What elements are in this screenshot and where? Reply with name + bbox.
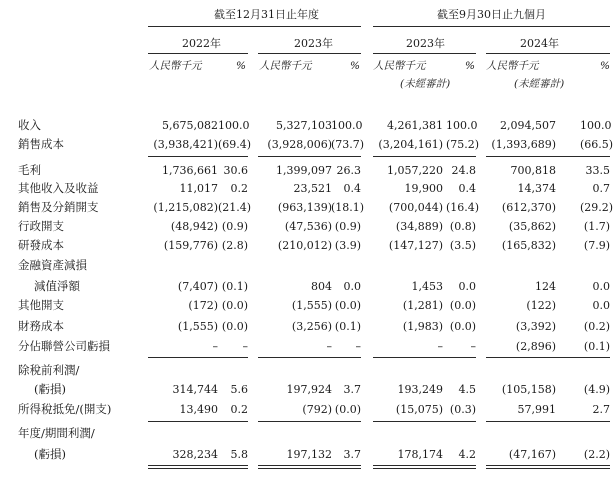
unit-header: 人民幣千元 bbox=[149, 60, 202, 72]
row-label: 金融資產減損 bbox=[18, 258, 87, 272]
year-rule bbox=[148, 53, 248, 54]
percent-cell: – bbox=[242, 340, 248, 353]
year-header: 2022年 bbox=[182, 37, 221, 50]
amount-cell: (792) bbox=[302, 403, 332, 416]
amount-cell: 4,261,381 bbox=[387, 119, 443, 132]
amount-cell: (172) bbox=[188, 299, 218, 312]
row-label: 研發成本 bbox=[18, 238, 64, 252]
year-rule bbox=[486, 53, 610, 54]
percent-cell: (2.8) bbox=[221, 239, 248, 252]
amount-cell: 57,991 bbox=[517, 403, 556, 416]
percent-cell: (0.0) bbox=[334, 299, 361, 312]
row-label: 除稅前利潤/ bbox=[18, 363, 80, 377]
amount-cell: (210,012) bbox=[277, 239, 332, 252]
subtotal-rule bbox=[258, 421, 361, 422]
amount-cell: 804 bbox=[311, 280, 332, 293]
percent-cell: 30.6 bbox=[223, 164, 248, 177]
row-label: 所得稅抵免/(開支) bbox=[18, 402, 112, 416]
percent-cell: (3.9) bbox=[334, 239, 361, 252]
percent-cell: (1.7) bbox=[583, 220, 610, 233]
row-label: 年度/期間利潤/ bbox=[18, 426, 95, 440]
unaudited-note: (未經審計) bbox=[400, 78, 451, 90]
percent-cell: 0.0 bbox=[343, 280, 361, 293]
amount-cell: 23,521 bbox=[293, 182, 332, 195]
percent-cell: 0.0 bbox=[458, 280, 476, 293]
percent-cell: 5.8 bbox=[230, 448, 248, 461]
amount-cell: – bbox=[326, 340, 332, 353]
row-label: 銷售成本 bbox=[18, 137, 64, 151]
percent-cell: (0.9) bbox=[334, 220, 361, 233]
subtotal-rule bbox=[373, 357, 476, 358]
subtotal-rule bbox=[373, 421, 476, 422]
amount-cell: (147,127) bbox=[388, 239, 443, 252]
amount-cell: 5,327,103 bbox=[276, 119, 332, 132]
percent-cell: (0.0) bbox=[449, 320, 476, 333]
percent-header: % bbox=[600, 60, 610, 72]
percent-cell: 0.0 bbox=[592, 299, 610, 312]
percent-cell: (0.0) bbox=[449, 299, 476, 312]
amount-cell: (700,044) bbox=[388, 201, 443, 214]
subtotal-rule bbox=[258, 357, 361, 358]
year-header: 2023年 bbox=[406, 37, 445, 50]
amount-cell: 700,818 bbox=[510, 164, 556, 177]
percent-cell: 0.7 bbox=[592, 182, 610, 195]
percent-cell: (21.4) bbox=[218, 201, 252, 214]
amount-cell: (105,158) bbox=[501, 383, 556, 396]
percent-cell: – bbox=[355, 340, 361, 353]
percent-cell: (29.2) bbox=[580, 201, 614, 214]
subtotal-rule bbox=[373, 156, 476, 157]
subtotal-rule bbox=[486, 156, 610, 157]
percent-header: % bbox=[236, 60, 246, 72]
percent-cell: (69.4) bbox=[218, 138, 252, 151]
row-label: 銷售及分銷開支 bbox=[18, 200, 99, 214]
amount-cell: (1,393,689) bbox=[491, 138, 556, 151]
amount-cell: (3,204,161) bbox=[378, 138, 443, 151]
percent-header: % bbox=[465, 60, 475, 72]
amount-cell: 5,675,082 bbox=[162, 119, 218, 132]
amount-cell: (3,938,421) bbox=[153, 138, 218, 151]
amount-cell: (3,928,006) bbox=[267, 138, 332, 151]
amount-cell: (7,407) bbox=[177, 280, 218, 293]
amount-cell: (122) bbox=[526, 299, 556, 312]
amount-cell: 1,399,097 bbox=[276, 164, 332, 177]
header-rule bbox=[373, 26, 610, 27]
row-label: (虧損) bbox=[34, 382, 66, 396]
percent-cell: (4.9) bbox=[583, 383, 610, 396]
percent-cell: 100.0 bbox=[331, 119, 363, 132]
percent-cell: 5.6 bbox=[230, 383, 248, 396]
amount-cell: 197,924 bbox=[286, 383, 332, 396]
amount-cell: 193,249 bbox=[397, 383, 443, 396]
total-double-rule bbox=[373, 465, 476, 466]
total-double-rule bbox=[258, 468, 361, 469]
amount-cell: 11,017 bbox=[179, 182, 218, 195]
row-label: 分佔聯營公司虧損 bbox=[18, 339, 110, 353]
row-label: 毛利 bbox=[18, 163, 41, 177]
percent-cell: (0.1) bbox=[221, 280, 248, 293]
row-label: (虧損) bbox=[34, 447, 66, 461]
total-double-rule bbox=[486, 465, 610, 466]
amount-cell: (1,555) bbox=[177, 320, 218, 333]
subtotal-rule bbox=[486, 357, 610, 358]
amount-cell: (47,167) bbox=[508, 448, 556, 461]
amount-cell: – bbox=[212, 340, 218, 353]
amount-cell: (1,215,082) bbox=[153, 201, 218, 214]
percent-cell: 2.7 bbox=[592, 403, 610, 416]
percent-cell: (0.2) bbox=[583, 320, 610, 333]
row-label: 其他開支 bbox=[18, 298, 64, 312]
percent-cell: 0.4 bbox=[343, 182, 361, 195]
amount-cell: (1,555) bbox=[291, 299, 332, 312]
amount-cell: (165,832) bbox=[501, 239, 556, 252]
percent-cell: 3.7 bbox=[343, 383, 361, 396]
total-double-rule bbox=[486, 468, 610, 469]
amount-cell: (159,776) bbox=[163, 239, 218, 252]
row-label: 收入 bbox=[18, 118, 41, 132]
amount-cell: (15,075) bbox=[395, 403, 443, 416]
percent-cell: (0.9) bbox=[221, 220, 248, 233]
percent-cell: 24.8 bbox=[451, 164, 476, 177]
amount-cell: (34,889) bbox=[395, 220, 443, 233]
percent-cell: (16.4) bbox=[446, 201, 480, 214]
total-double-rule bbox=[373, 468, 476, 469]
amount-cell: (612,370) bbox=[501, 201, 556, 214]
year-header: 2024年 bbox=[520, 37, 559, 50]
percent-cell: 0.2 bbox=[230, 182, 248, 195]
percent-cell: (7.9) bbox=[583, 239, 610, 252]
amount-cell: 1,736,661 bbox=[162, 164, 218, 177]
year-rule bbox=[373, 53, 476, 54]
amount-cell: 197,132 bbox=[286, 448, 332, 461]
unit-header: 人民幣千元 bbox=[259, 60, 312, 72]
percent-cell: 0.0 bbox=[592, 280, 610, 293]
percent-cell: (0.0) bbox=[221, 299, 248, 312]
year-rule bbox=[258, 53, 361, 54]
percent-cell: (0.0) bbox=[221, 320, 248, 333]
subtotal-rule bbox=[148, 357, 248, 358]
amount-cell: (1,983) bbox=[402, 320, 443, 333]
amount-cell: (3,256) bbox=[291, 320, 332, 333]
percent-cell: (18.1) bbox=[331, 201, 365, 214]
amount-cell: (963,139) bbox=[277, 201, 332, 214]
amount-cell: 124 bbox=[535, 280, 556, 293]
percent-cell: (2.2) bbox=[583, 448, 610, 461]
unit-header: 人民幣千元 bbox=[373, 60, 426, 72]
percent-cell: (75.2) bbox=[446, 138, 480, 151]
amount-cell: (1,281) bbox=[402, 299, 443, 312]
percent-cell: (0.8) bbox=[449, 220, 476, 233]
amount-cell: 2,094,507 bbox=[500, 119, 556, 132]
subtotal-rule bbox=[486, 421, 610, 422]
percent-cell: 0.4 bbox=[458, 182, 476, 195]
total-double-rule bbox=[148, 465, 248, 466]
period-header-nine-months: 截至9月30日止九個月 bbox=[437, 8, 546, 21]
year-header: 2023年 bbox=[294, 37, 333, 50]
amount-cell: 14,374 bbox=[517, 182, 556, 195]
amount-cell: 13,490 bbox=[179, 403, 218, 416]
percent-cell: (66.5) bbox=[580, 138, 614, 151]
header-rule bbox=[148, 26, 361, 27]
percent-cell: – bbox=[470, 340, 476, 353]
total-double-rule bbox=[258, 465, 361, 466]
period-header-full-year: 截至12月31日止年度 bbox=[214, 8, 319, 21]
percent-cell: (0.0) bbox=[334, 403, 361, 416]
percent-cell: 33.5 bbox=[585, 164, 610, 177]
percent-cell: (73.7) bbox=[331, 138, 365, 151]
percent-cell: 26.3 bbox=[336, 164, 361, 177]
percent-cell: (0.1) bbox=[334, 320, 361, 333]
unaudited-note: (未經審計) bbox=[514, 78, 565, 90]
amount-cell: (35,862) bbox=[508, 220, 556, 233]
subtotal-rule bbox=[258, 156, 361, 157]
percent-cell: 0.2 bbox=[230, 403, 248, 416]
percent-cell: 100.0 bbox=[218, 119, 250, 132]
amount-cell: (47,536) bbox=[284, 220, 332, 233]
percent-cell: (3.5) bbox=[449, 239, 476, 252]
amount-cell: 328,234 bbox=[172, 448, 218, 461]
amount-cell: 314,744 bbox=[172, 383, 218, 396]
row-label: 減值淨額 bbox=[34, 279, 80, 293]
unit-header: 人民幣千元 bbox=[486, 60, 539, 72]
percent-cell: (0.1) bbox=[583, 340, 610, 353]
amount-cell: (48,942) bbox=[170, 220, 218, 233]
percent-cell: 100.0 bbox=[580, 119, 612, 132]
row-label: 其他收入及收益 bbox=[18, 181, 99, 195]
amount-cell: (3,392) bbox=[515, 320, 556, 333]
percent-cell: 4.5 bbox=[458, 383, 476, 396]
amount-cell: (2,896) bbox=[515, 340, 556, 353]
subtotal-rule bbox=[148, 156, 248, 157]
amount-cell: 1,057,220 bbox=[387, 164, 443, 177]
amount-cell: 1,453 bbox=[411, 280, 443, 293]
percent-header: % bbox=[350, 60, 360, 72]
total-double-rule bbox=[148, 468, 248, 469]
amount-cell: – bbox=[437, 340, 443, 353]
subtotal-rule bbox=[148, 421, 248, 422]
row-label: 財務成本 bbox=[18, 319, 64, 333]
row-label: 行政開支 bbox=[18, 219, 64, 233]
amount-cell: 178,174 bbox=[397, 448, 443, 461]
percent-cell: 100.0 bbox=[446, 119, 478, 132]
percent-cell: 3.7 bbox=[343, 448, 361, 461]
percent-cell: (0.3) bbox=[449, 403, 476, 416]
amount-cell: 19,900 bbox=[404, 182, 443, 195]
percent-cell: 4.2 bbox=[458, 448, 476, 461]
